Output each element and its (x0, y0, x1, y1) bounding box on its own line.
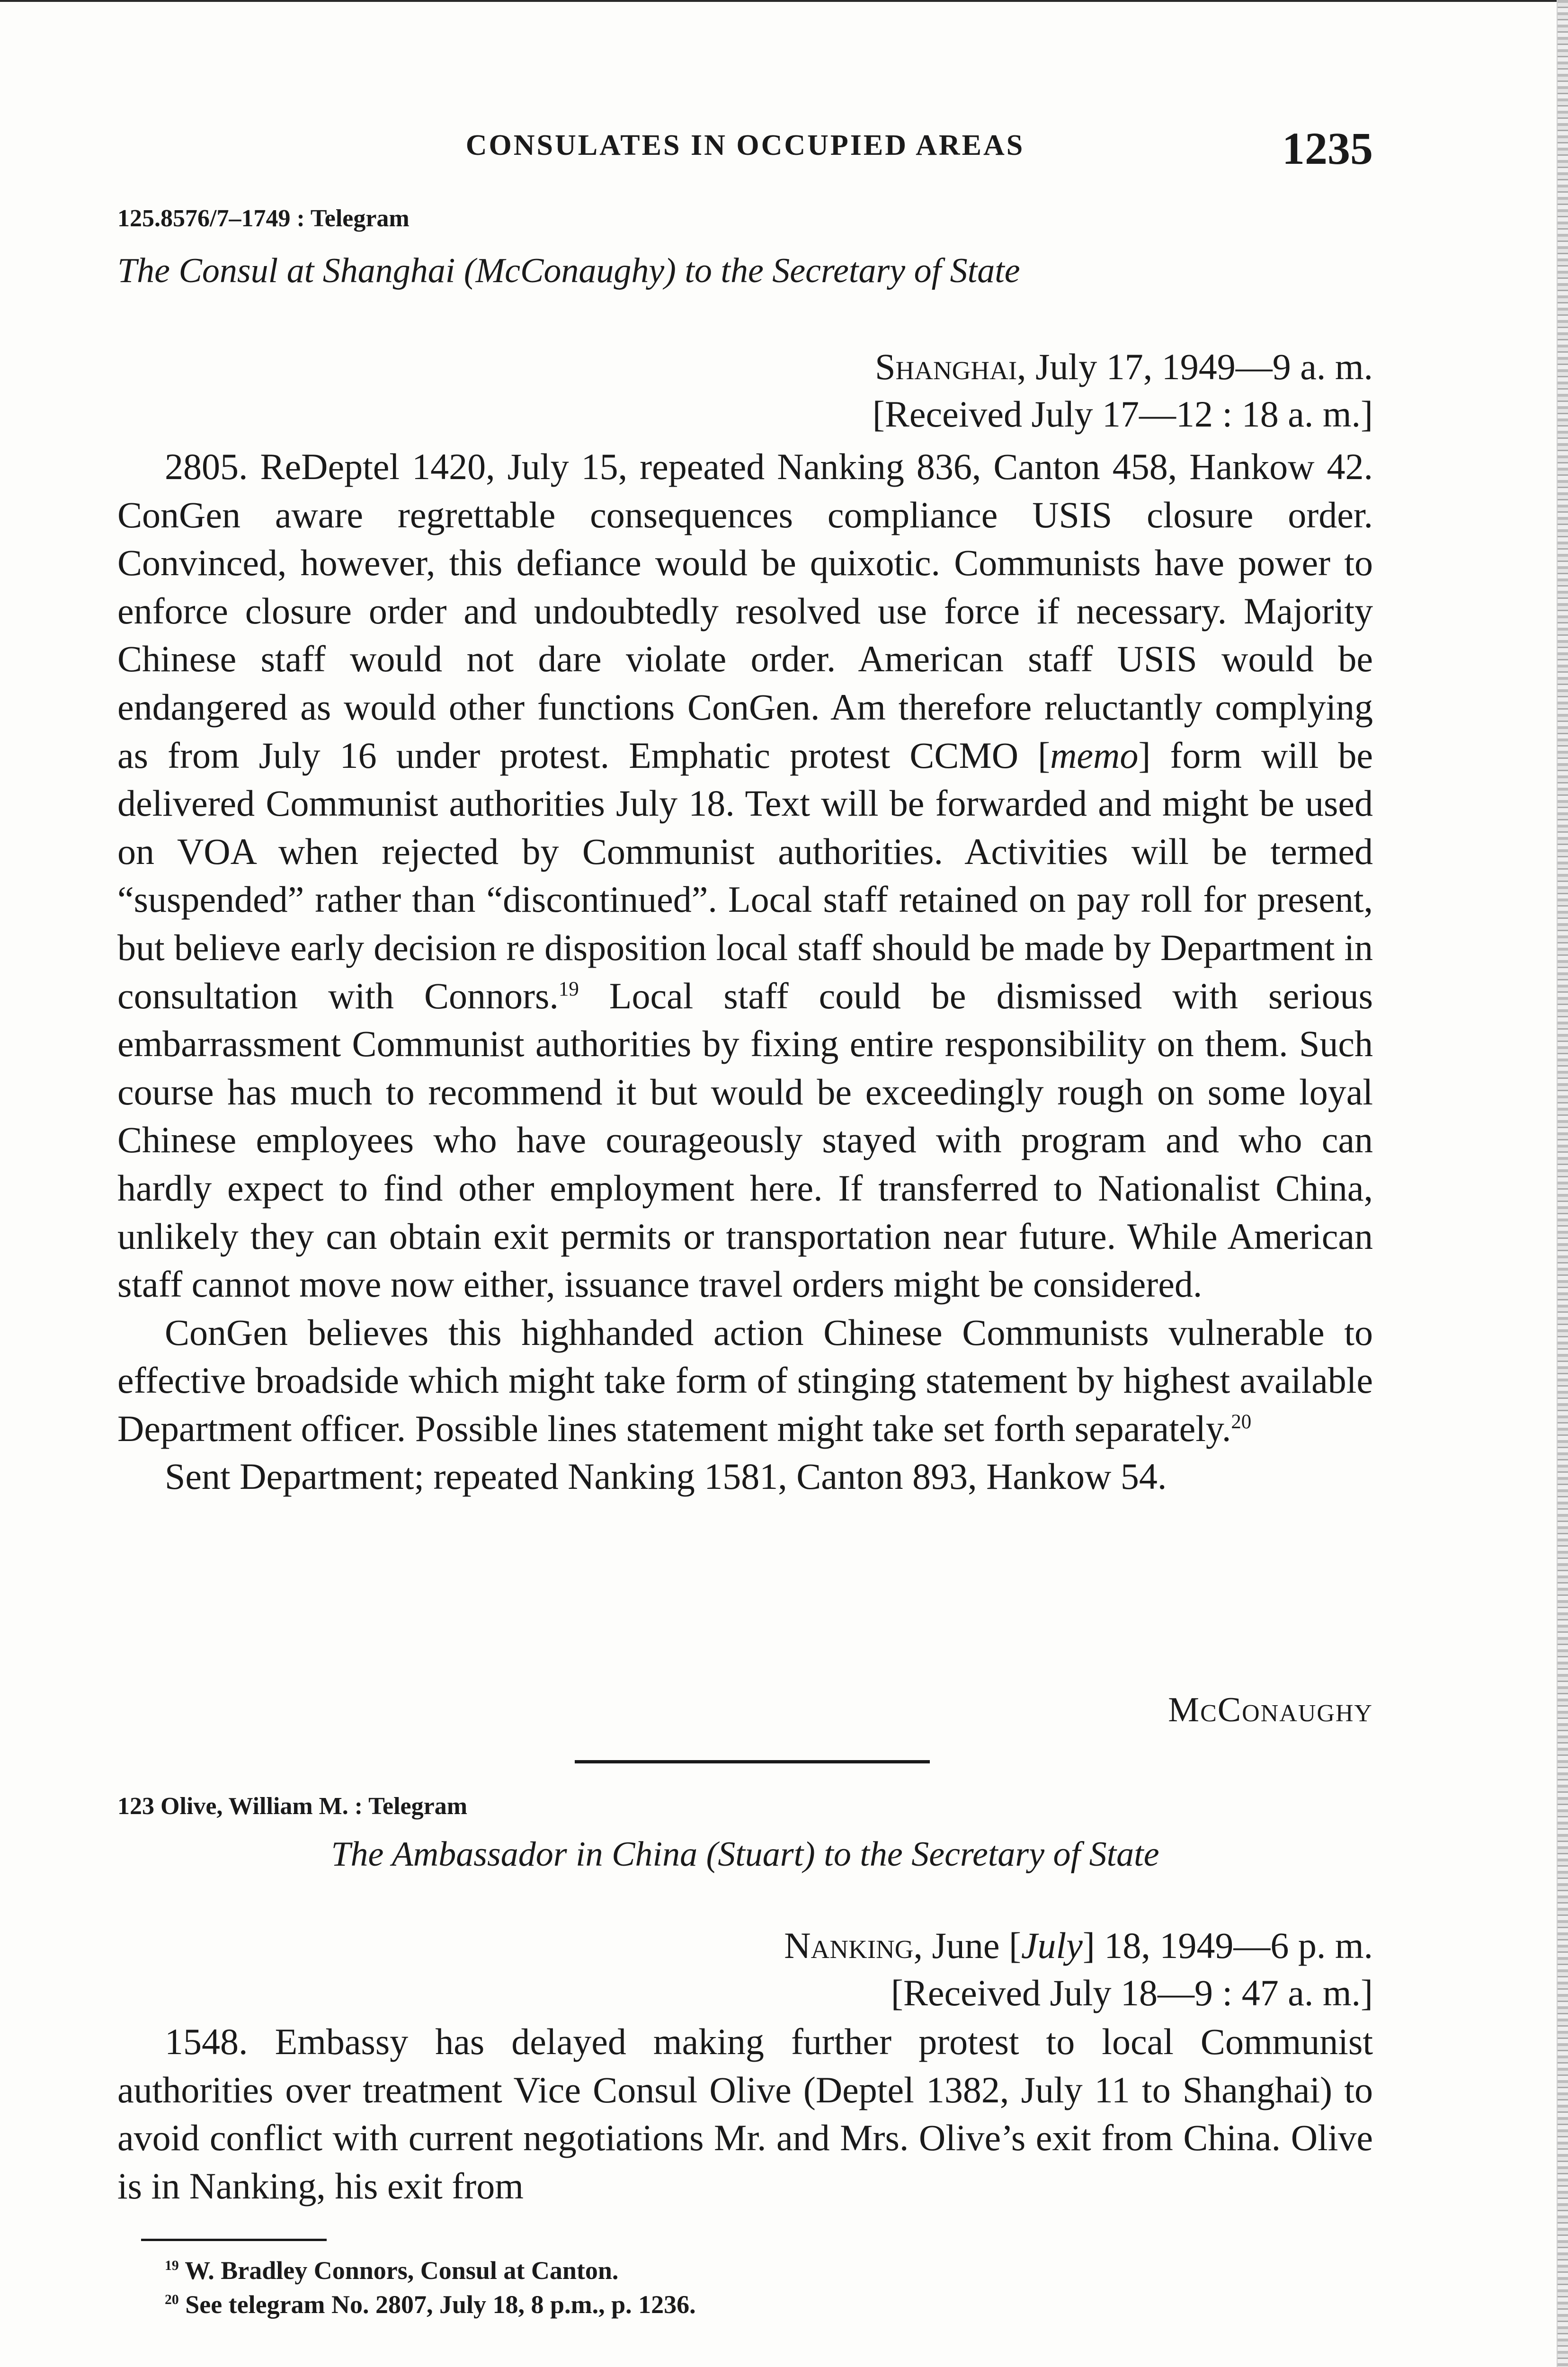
doc2-dateline-date-b: ] 18, 1949—6 p. m. (1082, 1925, 1373, 1966)
doc1-body (117, 443, 1373, 1501)
doc2-paragraph-1: 1548. Embassy has delayed making further protest to local Communist authorities over treatment Vice Consul Olive (Deptel 1382, July 11 to Shanghai) to avoid conflict with current negotiations Mr. and Mrs. Olive’s exit from China. Olive is in Nanking, his exit from (117, 2021, 1373, 2207)
doc1-para1-text-a: 2805. ReDeptel 1420, July 15, repeated Nanking 836, Canton 458, Hankow 42. ConGen aware regrettable consequences compliance USIS closure order. Convinced, however, this defiance would be quixotic. Communists have power to enforce closure order and undoubtedly resolved use force if necessary. Majority Chinese staff would not dare violate order. American staff USIS would be endangered as would other functions ConGen. Am therefore reluctantly complying as from July 16 under protest. Emphatic protest CCMO [ (117, 446, 1373, 776)
doc2-dateline-date-a: June [ (922, 1925, 1021, 1966)
doc1-para1-text-c: Local staff could be dismissed with serious embarrassment Communist authorities by fixing entire responsibility on them. Such course has much to recommend it but would be exceedingly rough on some loyal Chinese employees who have courageously stayed with program and who can hardly expect to find other employment here. If transferred to Nationalist China, unlikely they can obtain exit permits or transportation near future. While American staff cannot move now either, issuance travel orders might be considered. (117, 975, 1373, 1305)
doc1-dateline-date: July 17, 1949—9 a. m. (1026, 346, 1373, 387)
doc2-title-name: Stuart (718, 1835, 804, 1874)
footnote-19 (165, 2253, 1301, 2287)
doc1-dateline (117, 343, 1373, 438)
doc1-signature: McConaughy (1168, 1691, 1373, 1729)
doc2-received: [Received July 18—9 : 47 a. m.] (891, 1972, 1373, 2013)
doc1-title-post: ) to the Secretary of State (664, 251, 1020, 290)
footnote-19-text: W. Bradley Connors, Consul at Canton. (178, 2256, 619, 2285)
doc1-received: [Received July 17—12 : 18 a. m.] (872, 393, 1373, 435)
doc1-paragraph-2 (117, 1308, 1373, 1453)
running-head (117, 122, 1373, 174)
doc1-title (117, 251, 1373, 291)
footnote-ref-19: 19 (558, 978, 579, 1000)
footnote-20-number: 20 (165, 2292, 179, 2307)
doc2-dateline-july: July (1021, 1925, 1083, 1966)
section-divider (575, 1760, 930, 1763)
doc2-title (117, 1834, 1373, 1875)
footnote-ref-20: 20 (1231, 1410, 1252, 1433)
doc1-paragraph-1 (117, 443, 1373, 1308)
doc1-title-name: McConaughy (475, 251, 665, 290)
doc2-dateline (117, 1922, 1373, 2017)
footnote-rule (141, 2239, 327, 2241)
doc1-para1-text-b: ] form will be delivered Communist authorities July 18. Text will be forwarded and might be used on VOA when rejected by Communist authorities. Activities will be termed “suspended” rather than “discontinued”. Local staff retained on pay roll for present, but believe early decision re disposition local staff should be made by Department in consultation with Connors. (117, 734, 1373, 1016)
doc2-file-reference: 123 Olive, William M. : Telegram (117, 1793, 468, 1820)
footnotes (165, 2253, 1301, 2322)
doc1-para2-text: ConGen believes this highhanded action Chinese Communists vulnerable to effective broadside which might take form of stinging statement by highest available Department officer. Possible lines statement might take set forth separately. (117, 1311, 1373, 1449)
page-edge-binding (1557, 0, 1568, 2367)
doc1-file-reference: 125.8576/7–1749 : Telegram (117, 205, 410, 232)
doc1-title-pre: The Consul at Shanghai ( (117, 251, 476, 290)
running-head-title: CONSULATES IN OCCUPIED AREAS (465, 129, 1025, 161)
footnote-19-number: 19 (165, 2258, 179, 2273)
footnote-20-text: See telegram No. 2807, July 18, 8 p.m., p. 1236. (178, 2290, 696, 2319)
page-number: 1235 (1282, 123, 1373, 174)
doc2-title-pre: The Ambassador in China ( (331, 1835, 718, 1874)
doc2-dateline-line (117, 1922, 1373, 1969)
footnote-20 (165, 2287, 1301, 2322)
top-border (0, 0, 1568, 2)
doc1-paragraph-3: Sent Department; repeated Nanking 1581, Canton 893, Hankow 54. (165, 1456, 1167, 1497)
doc1-dateline-place: Shanghai, (875, 346, 1026, 387)
doc2-dateline-place: Nanking, (784, 1925, 923, 1966)
doc1-dateline-line (117, 343, 1373, 391)
doc1-para1-memo: memo (1050, 734, 1139, 776)
doc2-title-post: ) to the Secretary of State (803, 1835, 1159, 1874)
doc2-body (117, 2018, 1373, 2210)
